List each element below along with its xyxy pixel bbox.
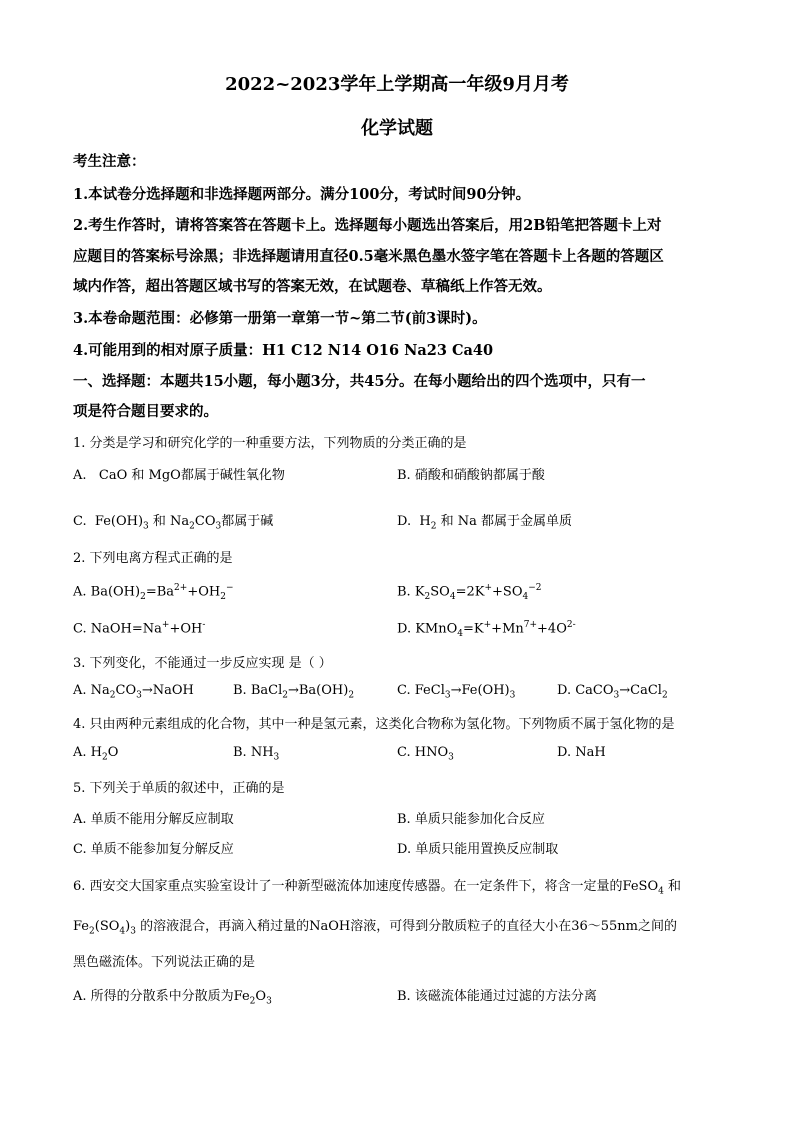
notice-item: 4.可能用到的相对原子质量：H1 C12 N14 O16 Na23 Ca40 <box>73 342 494 359</box>
notice-item: 应题目的答案标号涂黑；非选择题请用直径0.5毫米黑色墨水签字笔在答题卡上各题的答题区 <box>73 248 664 265</box>
question-1-option-a[interactable]: A. CaO 和 MgO都属于碱性氧化物 <box>73 468 285 483</box>
question-2-option-b[interactable]: B. $K_2SO_4=2K^++SO_4^{-2}$ <box>397 583 542 602</box>
question-6-option-b[interactable]: B. 该磁流体能通过过滤的方法分离 <box>397 989 597 1004</box>
question-5-stem: 5. 下列关于单质的叙述中，正确的是 <box>73 781 285 796</box>
question-6-stem-line: 6. 西安交大国家重点实验室设计了一种新型磁流体加速度传感器。在一定条件下，将含一定量的FeSO$_4$ 和 <box>73 879 681 897</box>
notice-item: 域内作答，超出答题区域书写的答案无效，在试题卷、草稿纸上作答无效。 <box>73 278 552 295</box>
question-5-option-a[interactable]: A. 单质不能用分解反应制取 <box>73 812 234 827</box>
question-6-option-a[interactable]: A. 所得的分散系中分散质为$Fe_2O_3$ <box>73 989 272 1007</box>
section-heading-cont: 项是符合题目要求的。 <box>73 403 218 420</box>
section-heading: 一、选择题：本题共15小题，每小题3分，共45分。在每小题给出的四个选项中，只有一 <box>73 373 646 390</box>
question-3-option-c[interactable]: C. $FeCl_3\to Fe(OH)_3$ <box>397 683 516 701</box>
question-3-option-b[interactable]: B. $BaCl_2\to Ba(OH)_2$ <box>233 683 355 701</box>
question-3-option-a[interactable]: A. $Na_2CO_3\to NaOH$ <box>73 683 194 701</box>
question-2-option-c[interactable]: C. NaOH=Na++OH- <box>73 620 206 637</box>
question-3-option-d[interactable]: D. CaCO$_3$→CaCl$_2$ <box>557 683 668 701</box>
question-4-stem: 4. 只由两种元素组成的化合物，其中一种是氢元素，这类化合物称为氢化物。下列物质不属于氢化物的是 <box>73 717 675 732</box>
notice-item: 1.本试卷分选择题和非选择题两部分。满分100分，考试时间90分钟。 <box>73 186 531 203</box>
question-4-option-b[interactable]: B. $NH_3$ <box>233 745 280 763</box>
question-2-option-d[interactable]: D. $KMnO_4=K^++Mn^{7+}+4O^{2-}$ <box>397 620 576 639</box>
question-1-option-c[interactable]: C. $Fe(OH)_3$ 和 $Na_2CO_3$都属于碱 <box>73 514 274 532</box>
question-4-option-c[interactable]: C. $HNO_3$ <box>397 745 454 763</box>
question-1-option-d[interactable]: D. $H_2$ 和 Na 都属于金属单质 <box>397 514 572 532</box>
question-1-option-b[interactable]: B. 硝酸和硝酸钠都属于酸 <box>397 468 545 483</box>
notice-item: 2.考生作答时，请将答案答在答题卡上。选择题每小题选出答案后，用2B铅笔把答题卡上对 <box>73 217 662 234</box>
exam-subtitle: 化学试题 <box>361 118 433 139</box>
question-5-option-d[interactable]: D. 单质只能用置换反应制取 <box>397 842 559 857</box>
question-4-option-d[interactable]: D. NaH <box>557 745 606 760</box>
notice-item: 3.本卷命题范围：必修第一册第一章第一节~第二节(前3课时)。 <box>73 310 487 327</box>
question-5-option-b[interactable]: B. 单质只能参加化合反应 <box>397 812 545 827</box>
exam-title: 2022~2023学年上学期高一年级9月月考 <box>225 74 569 95</box>
question-3-stem: 3. 下列变化，不能通过一步反应实现 是（ ） <box>73 656 332 671</box>
question-4-option-a[interactable]: A. $H_2O$ <box>73 745 119 763</box>
question-6-stem-line: $Fe_2(SO_4)_3$ 的溶液混合，再滴入稍过量的NaOH溶液，可得到分散质粒子的直径大小在36～55nm之间的 <box>73 919 677 937</box>
question-6-stem-line: 黑色磁流体。下列说法正确的是 <box>73 955 256 970</box>
question-5-option-c[interactable]: C. 单质不能参加复分解反应 <box>73 842 234 857</box>
question-2-option-a[interactable]: A. $Ba(OH)_2=Ba^{2+}+OH_2^-$ <box>73 583 234 602</box>
question-2-stem: 2. 下列电离方程式正确的是 <box>73 551 233 566</box>
notice-heading: 考生注意： <box>73 153 146 170</box>
question-1-stem: 1. 分类是学习和研究化学的一种重要方法，下列物质的分类正确的是 <box>73 436 467 451</box>
